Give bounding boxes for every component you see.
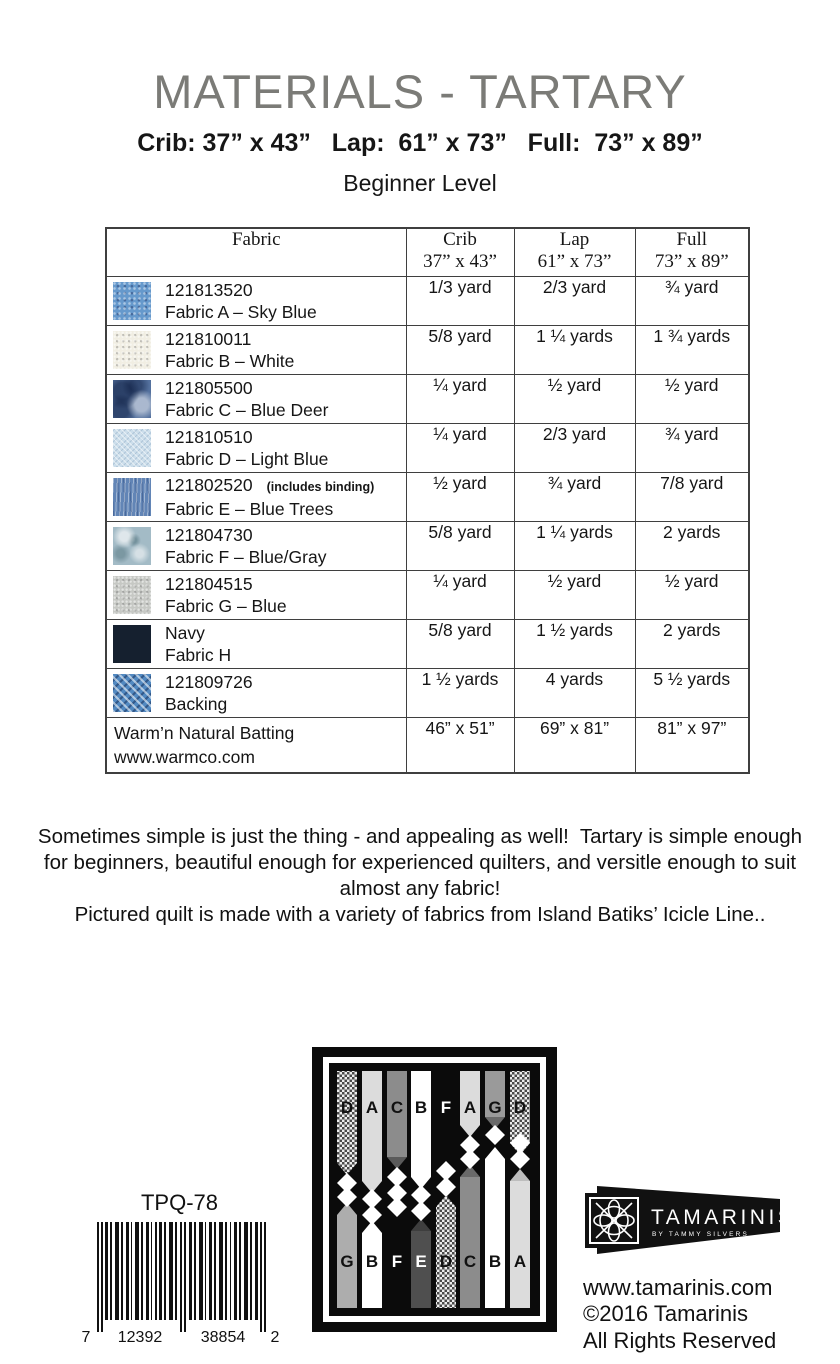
quilt-bottom-label: G	[340, 1252, 354, 1271]
quilt-bottom-label: B	[365, 1252, 379, 1271]
fabric-a-swatch	[113, 282, 151, 320]
quilt-top-label: A	[365, 1098, 379, 1117]
table-header-row	[106, 228, 749, 277]
skill-level: Beginner Level	[343, 170, 497, 196]
quilt-bottom-label: D	[439, 1252, 453, 1271]
quilt-bottom-label: A	[513, 1252, 527, 1271]
quilt-top-label: D	[513, 1098, 527, 1117]
quilt-bottom-label: E	[415, 1252, 427, 1271]
fabric-d-swatch	[113, 429, 151, 467]
quilt-bottom-label: B	[488, 1252, 502, 1271]
pattern-sku: TPQ-78	[140, 1190, 219, 1215]
page-title: MATERIALS - TARTARY	[153, 65, 687, 118]
table-row-fabric-g: 121804515 Fabric G – Blue ¼ yard ½ yard ½ yard	[106, 571, 749, 620]
header-crib: Crib 37” x 43”	[406, 228, 514, 277]
table-row-fabric-c: 121805500 Fabric C – Blue Deer ¼ yard ½ yard ½ yard	[106, 375, 749, 424]
description-line: Pictured quilt is made with a variety of fabrics from Island Batiks’ Icicle Line..	[74, 903, 766, 927]
materials-table	[105, 227, 750, 774]
batting-url: www.warmco.com	[114, 747, 255, 768]
quilt-top-label: F	[440, 1098, 452, 1117]
logo-tagline: BY TAMMY SILVERS	[652, 1231, 750, 1238]
header-full: Full 73” x 89”	[635, 228, 749, 277]
tamarinis-logo	[583, 1182, 783, 1260]
backing-swatch	[113, 674, 151, 712]
fabric-c-swatch	[113, 380, 151, 418]
header-lap: Lap 61” x 73”	[514, 228, 635, 277]
barcode-digit-group: 7	[81, 1329, 91, 1346]
table-row-backing: 121809726 Backing 1 ½ yards 4 yards 5 ½ yards	[106, 669, 749, 718]
table-row-batting: Warm’n Natural Batting www.warmco.com 46” x 51” 69” x 81” 81” x 97”	[106, 718, 749, 774]
quilt-bottom-label: C	[463, 1252, 477, 1271]
batting-name: Warm’n Natural Batting	[114, 723, 295, 743]
table-row-fabric-b: 121810011 Fabric B – White 5/8 yard 1 ¼ yards 1 ¾ yards	[106, 326, 749, 375]
table-row-fabric-h: Navy Fabric H 5/8 yard 1 ½ yards 2 yards	[106, 620, 749, 669]
quilt-diagram	[312, 1047, 557, 1332]
quilt-top-label: D	[340, 1098, 354, 1117]
fabric-h-swatch	[113, 625, 151, 663]
publisher-website: www.tamarinis.com	[583, 1275, 773, 1300]
fabric-e-swatch	[113, 478, 151, 516]
table-row-fabric-a: 121813520 Fabric A – Sky Blue 1/3 yard 2/3 yard ¾ yard	[106, 277, 749, 326]
table-row-fabric-e: 121802520 (includes binding) Fabric E – Blue Trees ½ yard ¾ yard 7/8 yard	[106, 473, 749, 522]
table-row-fabric-f: 121804730 Fabric F – Blue/Gray 5/8 yard 1 ¼ yards 2 yards	[106, 522, 749, 571]
upc-barcode	[62, 1218, 297, 1356]
publisher-block	[583, 1182, 793, 1354]
barcode-block	[62, 1190, 297, 1361]
rights-text: All Rights Reserved	[583, 1327, 777, 1353]
pattern-back-page	[0, 64, 840, 1364]
description-line: Sometimes simple is just the thing - and appealing as well! Tartary is simple enough	[37, 825, 803, 849]
fabric-g-swatch	[113, 576, 151, 614]
description-line: almost any fabric!	[339, 877, 501, 901]
barcode-digit-group: 2	[270, 1329, 280, 1346]
barcode-digit-group: 38854	[200, 1329, 246, 1346]
fabric-b-swatch	[113, 331, 151, 369]
quilt-top-label: A	[463, 1098, 477, 1117]
pattern-description	[0, 824, 840, 928]
barcode-digit-group: 12392	[117, 1329, 163, 1346]
quilt-bottom-label: F	[391, 1252, 403, 1271]
copyright-text: ©2016 Tamarinis	[583, 1301, 748, 1327]
quilt-block-emblem	[594, 1200, 634, 1241]
quilt-top-label: G	[488, 1098, 502, 1117]
logo-wordmark: TAMARINIS	[651, 1206, 783, 1229]
quilt-diagram-image	[312, 1047, 557, 1332]
table-row-fabric-d: 121810510 Fabric D – Light Blue ¼ yard 2/3 yard ¾ yard	[106, 424, 749, 473]
quilt-top-label: C	[390, 1098, 404, 1117]
quilt-sizes-line: Crib: 37” x 43” Lap: 61” x 73” Full: 73” x 89”	[137, 129, 703, 157]
header-fabric: Fabric	[106, 228, 406, 277]
binding-note: (includes binding)	[266, 480, 375, 495]
quilt-top-label: B	[414, 1098, 428, 1117]
description-line: for beginners, beautiful enough for experienced quilters, and versitle enough to suit	[43, 851, 797, 875]
fabric-f-swatch	[113, 527, 151, 565]
